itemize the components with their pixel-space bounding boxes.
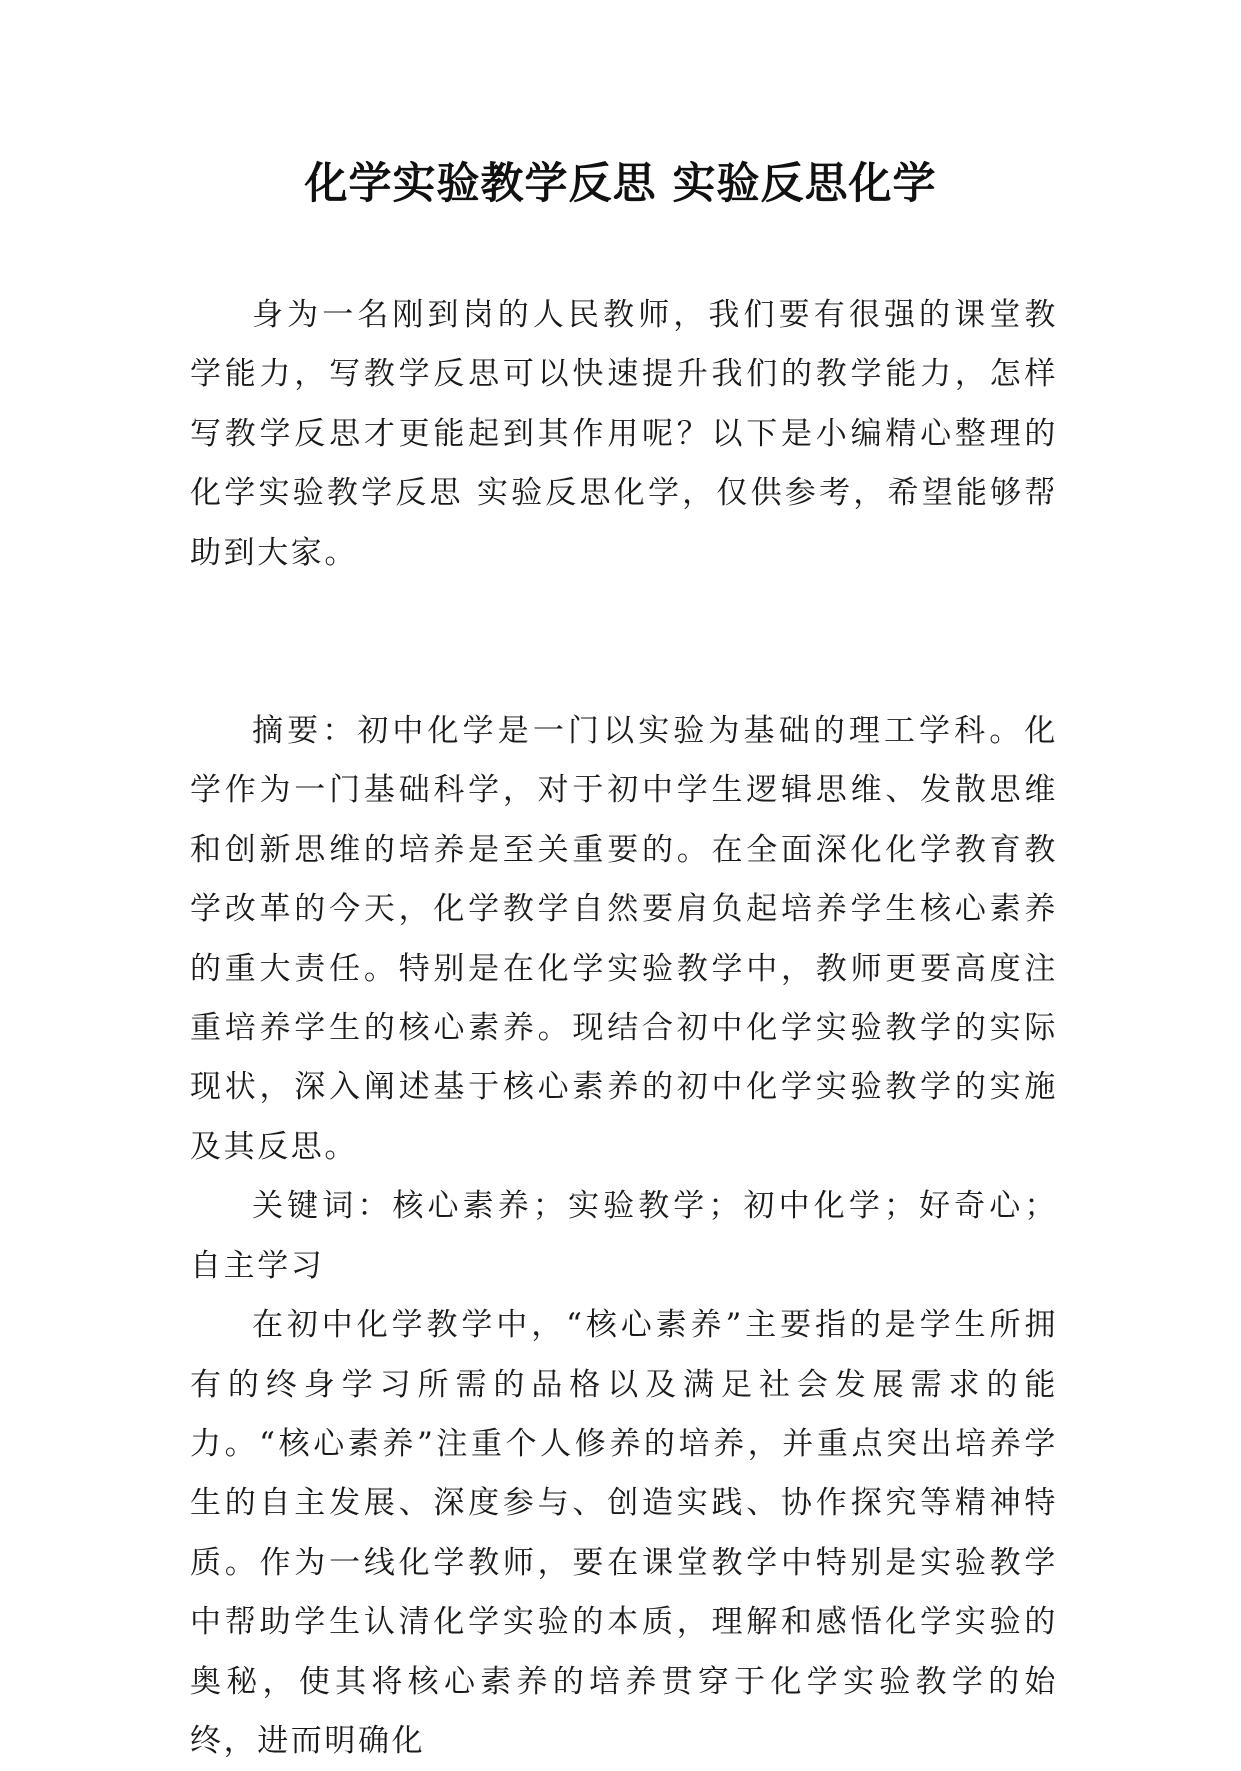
- keywords-paragraph: 关键词：核心素养；实验教学；初中化学；好奇心；自主学习: [190, 1188, 1058, 1284]
- document-title: 化学实验教学反思 实验反思化学: [304, 159, 937, 209]
- intro-paragraph: 身为一名刚到岗的人民教师，我们要有很强的课堂教学能力，写教学反思可以快速提升我们的教学能力，怎样写教学反思才更能起到其作用呢？以下是小编精心整理的化学实验教学反思 实验反思化学，仅供参考，希望能够帮助到大家。: [190, 297, 1058, 571]
- abstract-paragraph: 摘要：初中化学是一门以实验为基础的理工学科。化学作为一门基础科学，对于初中学生逻辑思维、发散思维和创新思维的培养是至关重要的。在全面深化化学教育教学改革的今天，化学教学自然要肩负起培养学生核心素养的重大责任。特别是在化学实验教学中，教师更要高度注重培养学生的核心素养。现结合初中化学实验教学的实际现状，深入阐述基于核心素养的初中化学实验教学的实施及其反思。: [190, 713, 1058, 1165]
- document-body: [190, 286, 1058, 1771]
- body-paragraph: 在初中化学教学中，“核心素养”主要指的是学生所拥有的终身学习所需的品格以及满足社会发展需求的能力。“核心素养”注重个人修养的培养，并重点突出培养学生的自主发展、深度参与、创造实践、协作探究等精神特质。作为一线化学教师，要在课堂教学中特别是实验教学中帮助学生认清化学实验的本质，理解和感悟化学实验的奥秘，使其将核心素养的培养贯穿于化学实验教学的始终，进而明确化: [190, 1307, 1058, 1759]
- paragraph-spacer: [190, 583, 1058, 702]
